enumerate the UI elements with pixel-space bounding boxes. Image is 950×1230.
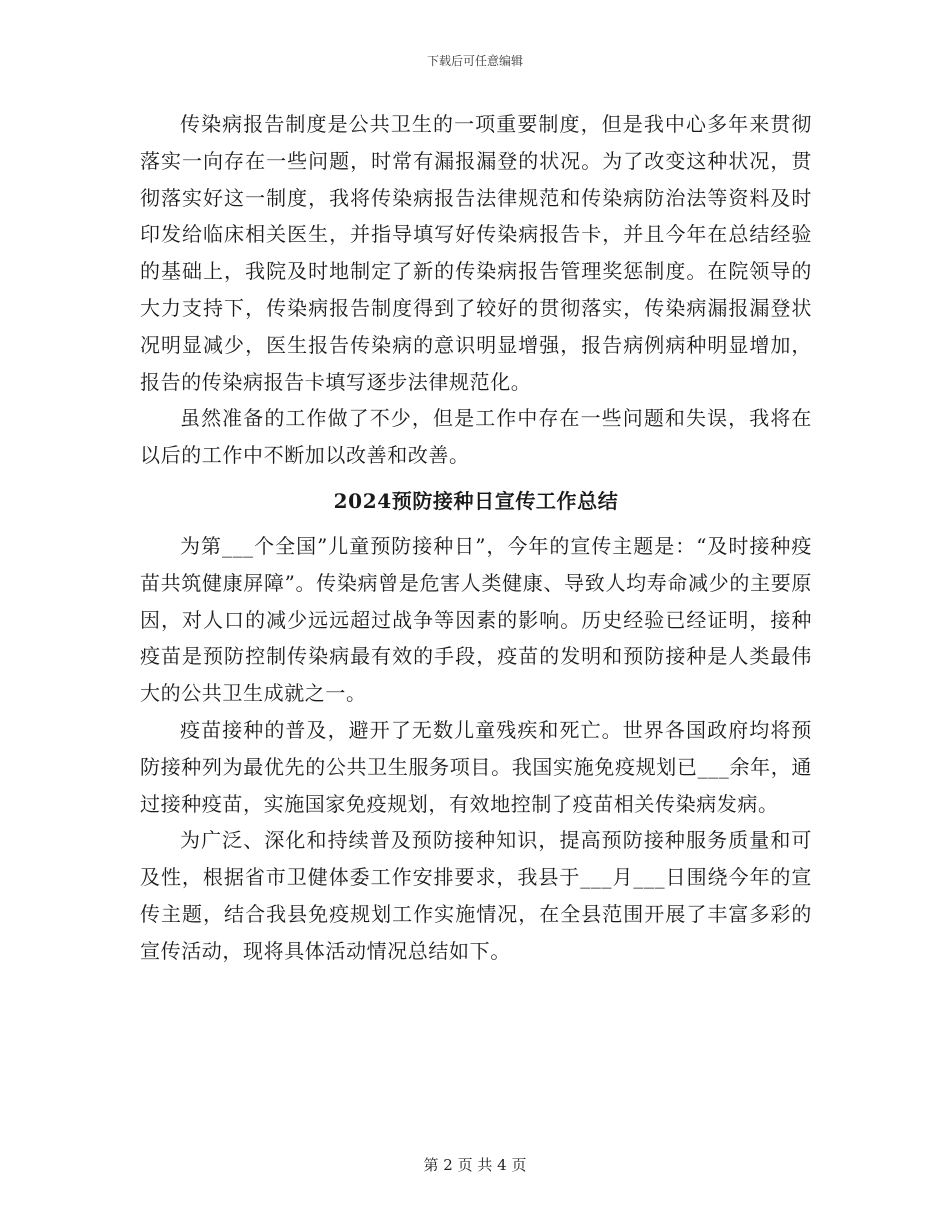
- document-body: [140, 106, 812, 970]
- paragraph-vaccination-day: 为第___个全国”儿童预防接种日”，今年的宣传主题是：“及时接种疫苗共筑健康屏障”。传染病曾是危害人类健康、导致人均寿命减少的主要原因，对人口的减少远远超过战争等因素的影响。历史经验已经证明，接种疫苗是预防控制传染病最有效的手段，疫苗的发明和预防接种是人类最伟大的公共卫生成就之一。: [140, 533, 812, 706]
- paragraph-shortcomings: 虽然准备的工作做了不少，但是工作中存在一些问题和失误，我将在以后的工作中不断加以改善和改善。: [140, 406, 812, 468]
- download-note: 下载后可任意编辑: [426, 54, 523, 68]
- paragraph-vaccine-popularity: 疫苗接种的普及，避开了无数儿童残疾和死亡。世界各国政府均将预防接种列为最优先的公共卫生服务项目。我国实施免疫规划已___余年，通过接种疫苗，实施国家免疫规划，有效地控制了疫苗相关传染病发病。: [140, 717, 812, 816]
- section-title: 2024预防接种日宣传工作总结: [333, 488, 619, 513]
- paragraph-activities: 为广泛、深化和持续普及预防接种知识，提高预防接种服务质量和可及性，根据省市卫健体委工作安排要求，我县于___月___日围绕今年的宣传主题，结合我县免疫规划工作实施情况，在全县范围开展了丰富多彩的宣传活动，现将具体活动情况总结如下。: [140, 828, 812, 963]
- paragraph-report-system: 传染病报告制度是公共卫生的一项重要制度，但是我中心多年来贯彻落实一向存在一些问题，时常有漏报漏登的状况。为了改变这种状况，贯彻落实好这一制度，我将传染病报告法律规范和传染病防治法等资料及时印发给临床相关医生，并指导填写好传染病报告卡，并且今年在总结经验的基础上，我院及时地制定了新的传染病报告管理奖惩制度。在院领导的大力支持下，传染病报告制度得到了较好的贯彻落实，传染病漏报漏登状况明显减少，医生报告传染病的意识明显增强，报告病例病种明显增加，报告的传染病报告卡填写逐步法律规范化。: [140, 112, 812, 394]
- page-number: 第 2 页 共 4 页: [423, 1156, 527, 1174]
